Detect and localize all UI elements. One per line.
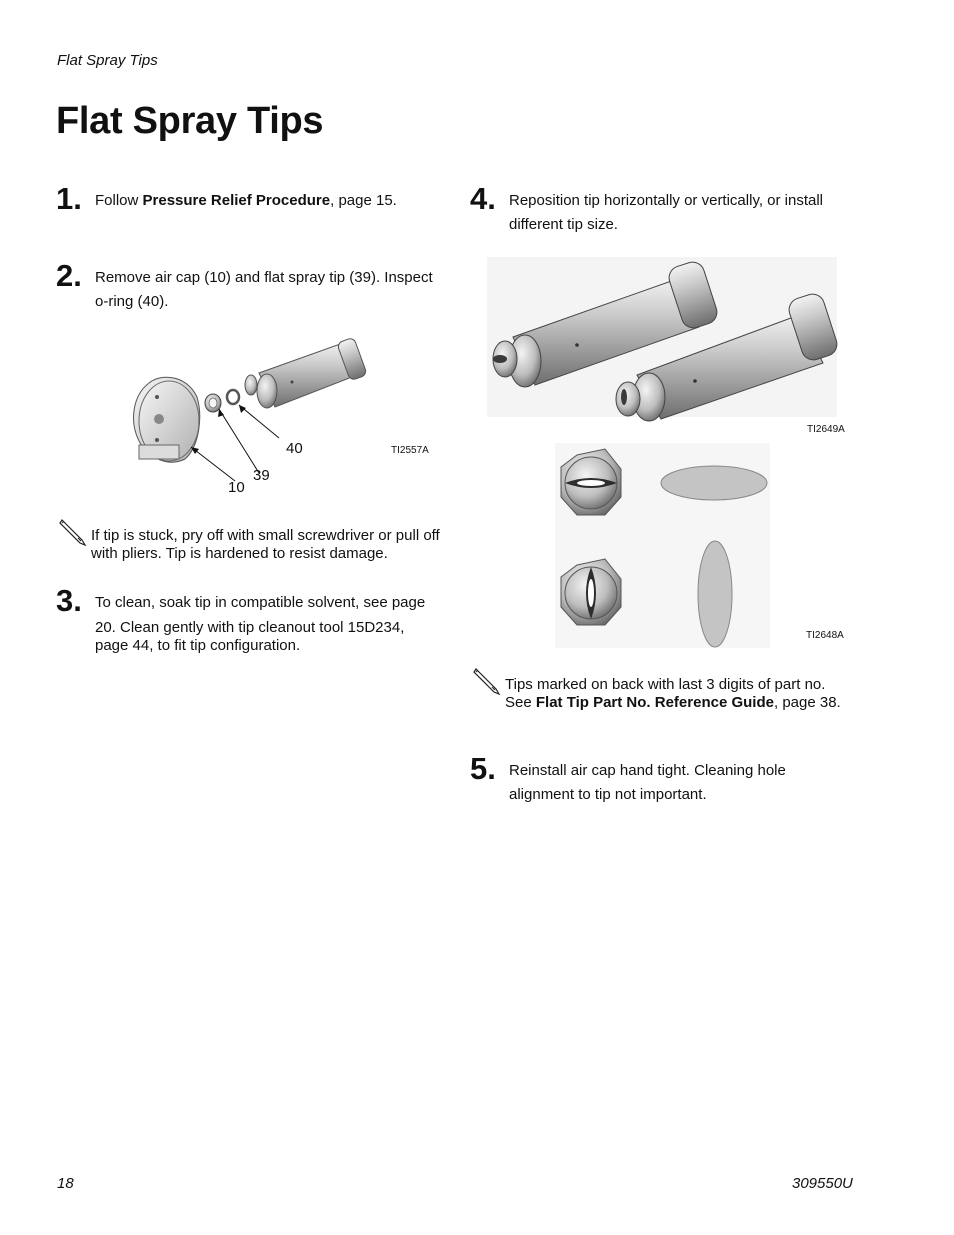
air-cap-image [134, 377, 200, 462]
spray-pattern-figure [555, 443, 855, 648]
step-text: Reposition tip horizontally or vertically, or install different tip size. [509, 192, 824, 233]
step-text-rest: 20. Clean gently with tip cleanout tool 15D234, page 44, to fit tip configuration. [95, 619, 405, 654]
note-tips-marked: Tips marked on back with last 3 digits of part no. See Flat Tip Part No. Reference Guide, page 38. [505, 676, 841, 711]
link-pressure-relief[interactable]: Pressure Relief Procedure [142, 192, 331, 209]
figure-id: TI2648A [806, 630, 844, 641]
figure-id: TI2649A [807, 424, 845, 435]
page-title: Flat Spray Tips [56, 100, 324, 142]
step-text: Follow Pressure Relief Procedure, page 15. [95, 192, 397, 209]
step-number: 3. [56, 583, 82, 618]
document-number: 309550U [792, 1175, 853, 1192]
callout-40: 40 [286, 440, 303, 457]
step-number: 5. [470, 751, 496, 786]
callout-10: 10 [228, 479, 245, 496]
tip-orientation-figure [487, 257, 845, 437]
step-text: Remove air cap (10) and flat spray tip (39). Inspect o-ring (40). [95, 269, 433, 310]
exploded-view-figure [127, 335, 432, 495]
figure-id: TI2557A [391, 445, 429, 456]
step-text-line1: To clean, soak tip in compatible solvent, see page [95, 594, 426, 611]
step-number: 1. [56, 181, 82, 216]
link-flat-tip-reference-guide[interactable]: Flat Tip Part No. Reference Guide [535, 694, 774, 711]
note-stuck-tip: If tip is stuck, pry off with small screwdriver or pull off with pliers. Tip is hardened to resist damage. [91, 527, 440, 562]
step-number: 2. [56, 258, 82, 293]
pencil-note-icon [472, 666, 504, 696]
horizontal-spray-pattern [661, 466, 767, 500]
step-text: Reinstall air cap hand tight. Cleaning hole alignment to tip not important. [509, 762, 786, 803]
callout-39: 39 [253, 467, 270, 484]
running-header: Flat Spray Tips [57, 52, 158, 69]
step-number: 4. [470, 181, 496, 216]
pencil-note-icon [58, 517, 90, 547]
vertical-spray-pattern [698, 541, 732, 647]
page-number: 18 [57, 1175, 74, 1192]
